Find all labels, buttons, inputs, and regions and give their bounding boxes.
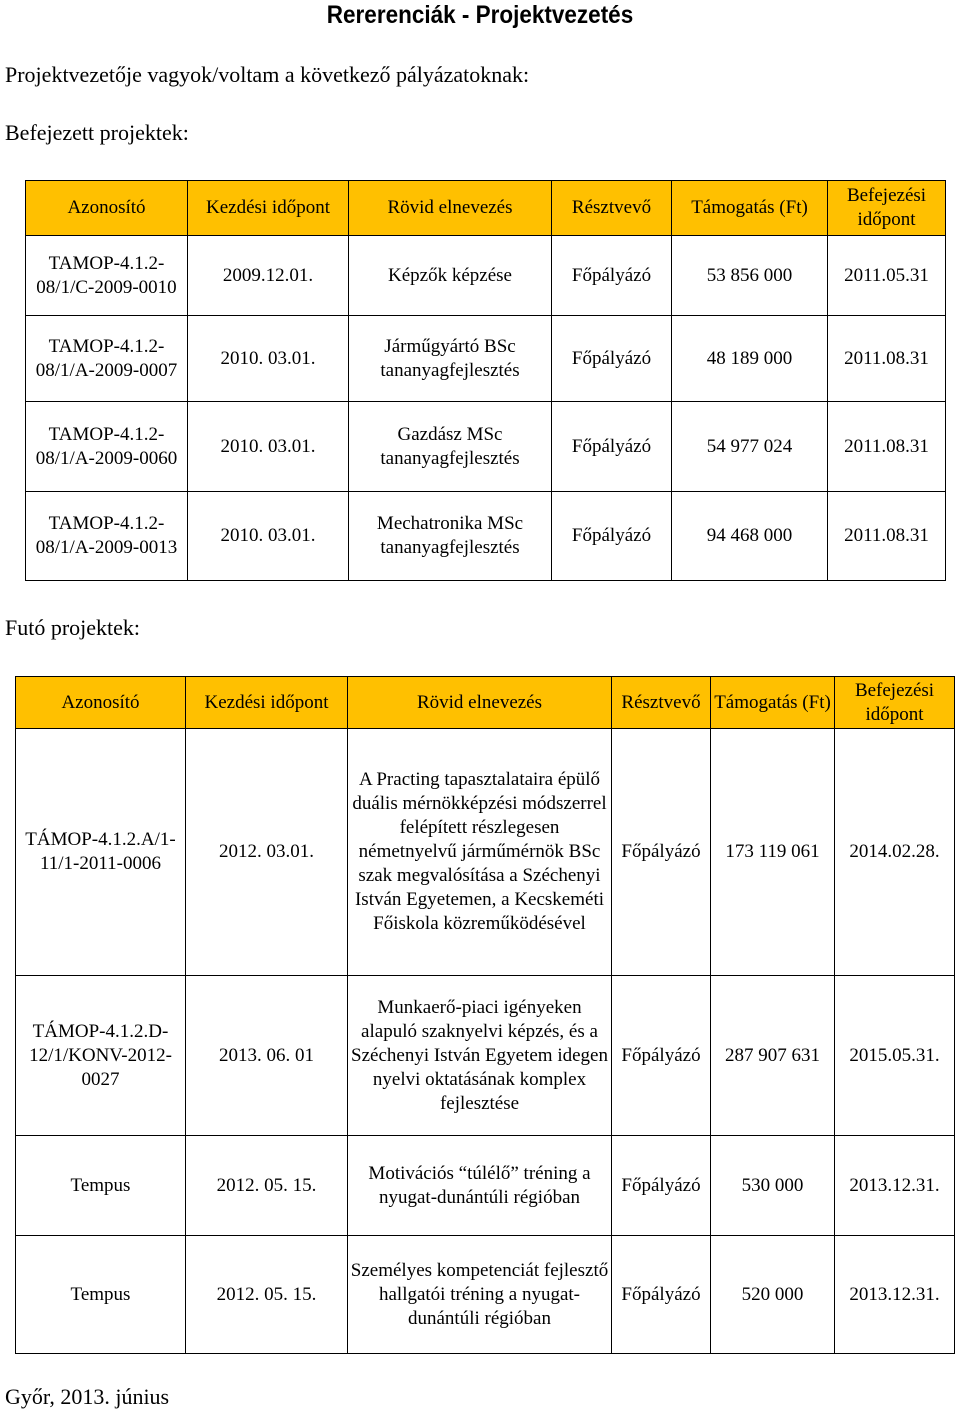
cell-start: 2009.12.01. bbox=[188, 236, 349, 316]
header-id: Azonosító bbox=[16, 677, 186, 729]
cell-end: 2013.12.31. bbox=[835, 1236, 955, 1354]
table-row bbox=[26, 236, 946, 316]
table-row bbox=[16, 1236, 955, 1354]
cell-end: 2011.08.31 bbox=[828, 316, 946, 402]
header-participant: Résztvevő bbox=[612, 677, 711, 729]
table-header-row bbox=[16, 677, 955, 729]
cell-participant: Főpályázó bbox=[612, 976, 711, 1136]
table-row bbox=[16, 976, 955, 1136]
cell-end: 2014.02.28. bbox=[835, 729, 955, 976]
cell-id: TAMOP-4.1.2-08/1/A-2009-0007 bbox=[26, 316, 188, 402]
header-support: Támogatás (Ft) bbox=[672, 181, 828, 236]
cell-start: 2012. 05. 15. bbox=[186, 1236, 348, 1354]
cell-start: 2013. 06. 01 bbox=[186, 976, 348, 1136]
table-row bbox=[26, 402, 946, 492]
footer-place-date: Győr, 2013. június bbox=[5, 1384, 170, 1409]
cell-name: Motivációs “túlélő” tréning a nyugat-dunántúli régióban bbox=[348, 1136, 612, 1236]
cell-start: 2012. 05. 15. bbox=[186, 1136, 348, 1236]
cell-participant: Főpályázó bbox=[612, 1236, 711, 1354]
cell-name: Mechatronika MSc tananyagfejlesztés bbox=[349, 492, 552, 581]
table-row bbox=[16, 1136, 955, 1236]
header-participant: Résztvevő bbox=[552, 181, 672, 236]
cell-participant: Főpályázó bbox=[552, 316, 672, 402]
cell-support: 287 907 631 bbox=[711, 976, 835, 1136]
cell-participant: Főpályázó bbox=[552, 236, 672, 316]
cell-end: 2013.12.31. bbox=[835, 1136, 955, 1236]
cell-end: 2011.08.31 bbox=[828, 492, 946, 581]
cell-name: A Practing tapasztalataira épülő duális mérnökképzési módszerrel felépített részlegesen németnyelvű járműmérnök BSc szak megvalósítása a Széchenyi István Egyetemen, a Kecskeméti Főiskola közreműködésével bbox=[348, 729, 612, 976]
cell-name: Járműgyártó BSc tananyagfejlesztés bbox=[349, 316, 552, 402]
cell-participant: Főpályázó bbox=[612, 729, 711, 976]
cell-support: 520 000 bbox=[711, 1236, 835, 1354]
ongoing-projects-table bbox=[15, 676, 955, 1354]
cell-name: Képzők képzése bbox=[349, 236, 552, 316]
cell-name: Gazdász MSc tananyagfejlesztés bbox=[349, 402, 552, 492]
cell-end: 2011.08.31 bbox=[828, 402, 946, 492]
cell-end: 2011.05.31 bbox=[828, 236, 946, 316]
cell-name: Munkaerő-piaci igényeken alapuló szaknyelvi képzés, és a Széchenyi István Egyetem idegen nyelvi oktatásának komplex fejlesztése bbox=[348, 976, 612, 1136]
completed-projects-table bbox=[25, 180, 946, 581]
header-end: Befejezési időpont bbox=[828, 181, 946, 236]
header-name: Rövid elnevezés bbox=[349, 181, 552, 236]
cell-participant: Főpályázó bbox=[612, 1136, 711, 1236]
cell-start: 2010. 03.01. bbox=[188, 492, 349, 581]
header-start: Kezdési időpont bbox=[188, 181, 349, 236]
header-end: Befejezési időpont bbox=[835, 677, 955, 729]
table-header-row bbox=[26, 181, 946, 236]
header-support: Támogatás (Ft) bbox=[711, 677, 835, 729]
cell-id: TAMOP-4.1.2-08/1/C-2009-0010 bbox=[26, 236, 188, 316]
table-row bbox=[16, 729, 955, 976]
header-id: Azonosító bbox=[26, 181, 188, 236]
table-row bbox=[26, 492, 946, 581]
cell-id: TÁMOP-4.1.2.D-12/1/KONV-2012-0027 bbox=[16, 976, 186, 1136]
cell-support: 530 000 bbox=[711, 1136, 835, 1236]
cell-start: 2010. 03.01. bbox=[188, 402, 349, 492]
cell-support: 53 856 000 bbox=[672, 236, 828, 316]
cell-start: 2012. 03.01. bbox=[186, 729, 348, 976]
cell-end: 2015.05.31. bbox=[835, 976, 955, 1136]
cell-id: TAMOP-4.1.2-08/1/A-2009-0013 bbox=[26, 492, 188, 581]
cell-id: TÁMOP-4.1.2.A/1-11/1-2011-0006 bbox=[16, 729, 186, 976]
cell-participant: Főpályázó bbox=[552, 402, 672, 492]
page-title: Rererenciák - Projektvezetés bbox=[326, 1, 634, 29]
table-row bbox=[26, 316, 946, 402]
ongoing-projects-label: Futó projektek: bbox=[5, 615, 141, 640]
header-name: Rövid elnevezés bbox=[348, 677, 612, 729]
cell-id: Tempus bbox=[16, 1236, 186, 1354]
header-start: Kezdési időpont bbox=[186, 677, 348, 729]
cell-support: 173 119 061 bbox=[711, 729, 835, 976]
cell-id: TAMOP-4.1.2-08/1/A-2009-0060 bbox=[26, 402, 188, 492]
cell-participant: Főpályázó bbox=[552, 492, 672, 581]
intro-text: Projektvezetője vagyok/voltam a következő pályázatoknak: bbox=[5, 62, 530, 87]
cell-start: 2010. 03.01. bbox=[188, 316, 349, 402]
cell-name: Személyes kompetenciát fejlesztő hallgatói tréning a nyugat-dunántúli régióban bbox=[348, 1236, 612, 1354]
cell-id: Tempus bbox=[16, 1136, 186, 1236]
cell-support: 94 468 000 bbox=[672, 492, 828, 581]
cell-support: 48 189 000 bbox=[672, 316, 828, 402]
completed-projects-label: Befejezett projektek: bbox=[5, 120, 189, 145]
cell-support: 54 977 024 bbox=[672, 402, 828, 492]
